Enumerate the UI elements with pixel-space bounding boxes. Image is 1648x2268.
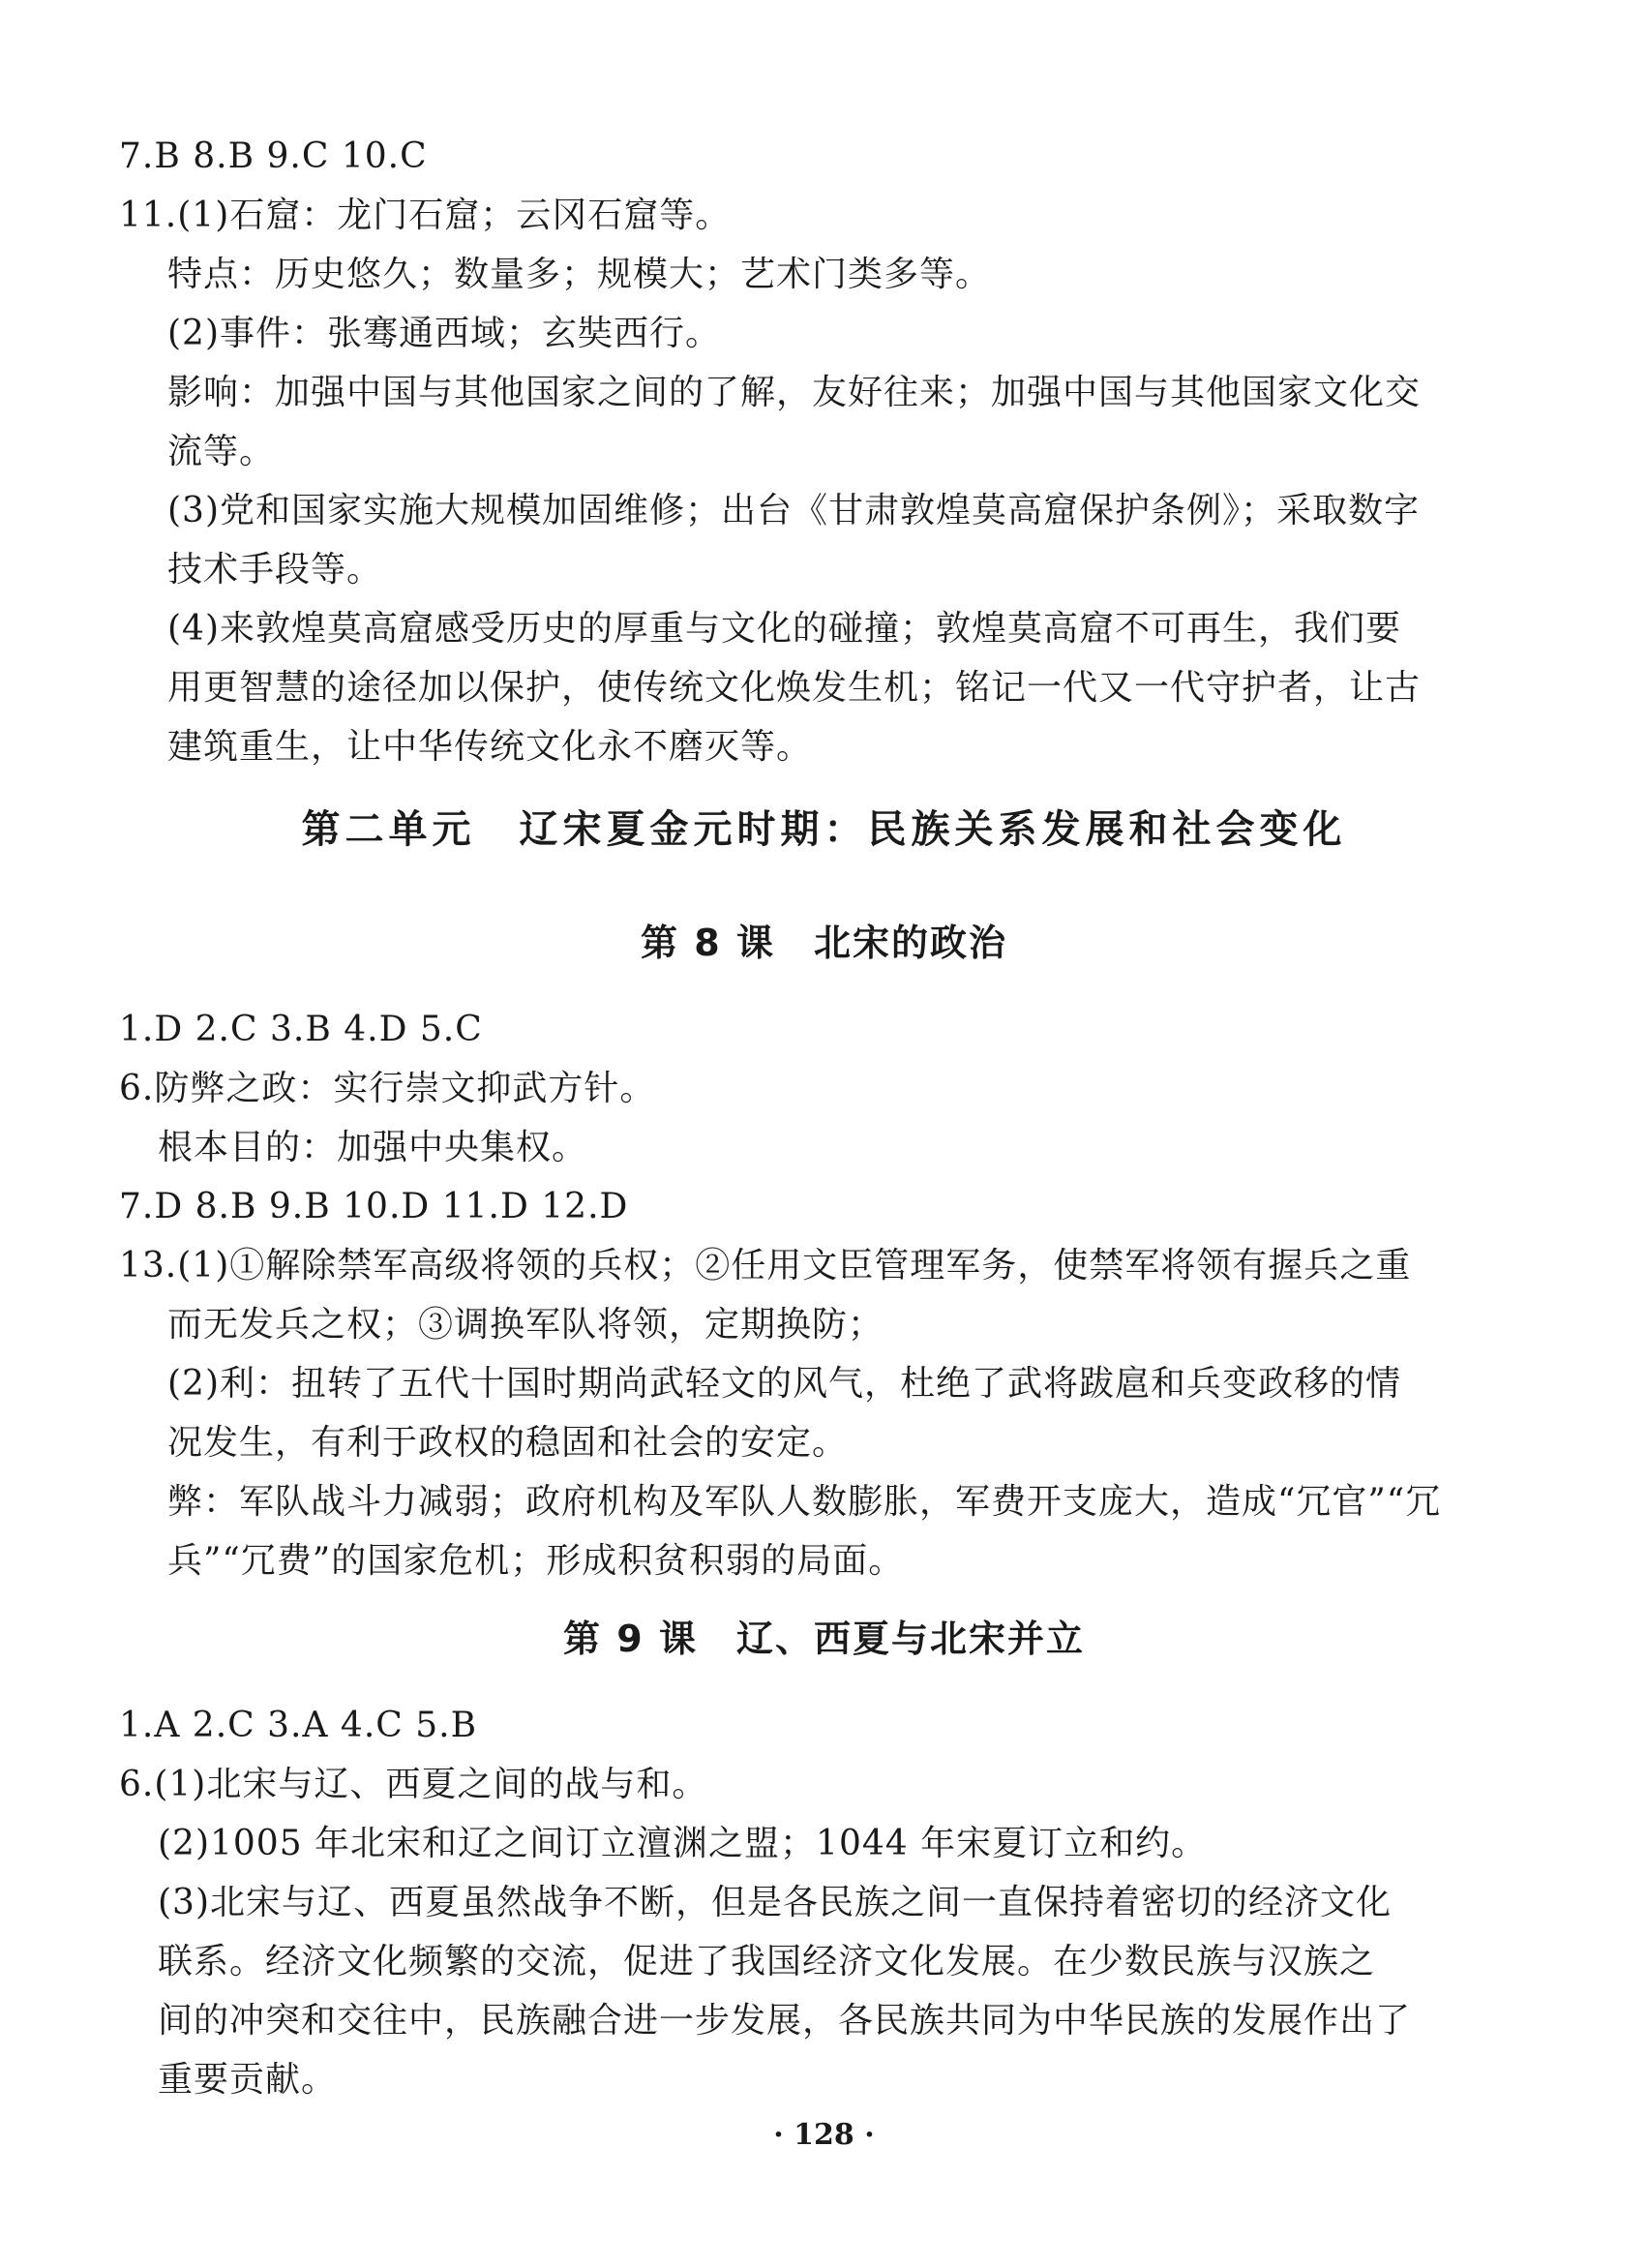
answer-line: 1.A 2.C 3.A 4.C 5.B <box>119 1706 478 1745</box>
lesson-title: 第 8 课 北宋的政治 <box>641 922 1007 964</box>
unit-title: 第二单元 辽宋夏金元时期：民族关系发展和社会变化 <box>301 807 1347 852</box>
answer-line: 6.(1)北宋与辽、西夏之间的战与和。 <box>119 1765 708 1804</box>
answer-line: 6.防弊之政：实行崇文抑武方针。 <box>119 1069 656 1108</box>
answer-line: 7.B 8.B 9.C 10.C <box>119 136 428 176</box>
page-number: · 128 · <box>773 2118 875 2152</box>
answer-line: 建筑重生，让中华传统文化永不磨灭等。 <box>167 727 813 767</box>
answer-line: 间的冲突和交往中，民族融合进一步发展，各民族共同为中华民族的发展作出了 <box>158 2001 1412 2041</box>
answer-line: 流等。 <box>167 432 276 471</box>
answer-line: 7.D 8.B 9.B 10.D 11.D 12.D <box>119 1187 629 1226</box>
lesson-title: 第 9 课 辽、西夏与北宋并立 <box>563 1618 1085 1660</box>
answer-line: 重要贡献。 <box>158 2060 338 2100</box>
answer-line: 兵”“冗费”的国家危机；形成积贫积弱的局面。 <box>167 1541 905 1581</box>
answer-line: 弊：军队战斗力减弱；政府机构及军队人数膨胀，军费开支庞大，造成“冗官”“冗 <box>167 1482 1442 1522</box>
answer-line: 11.(1)石窟：龙门石窟；云冈石窟等。 <box>119 196 732 235</box>
answer-line: 影响：加强中国与其他国家之间的了解，友好往来；加强中国与其他国家文化交 <box>167 373 1422 412</box>
answer-line: (4)来敦煌莫高窟感受历史的厚重与文化的碰撞；敦煌莫高窟不可再生，我们要 <box>167 609 1401 649</box>
answer-line: 用更智慧的途径加以保护，使传统文化焕发生机；铭记一代又一代守护者，让古 <box>167 668 1422 708</box>
answer-line: (2)事件：张骞通西域；玄奘西行。 <box>167 314 721 353</box>
answer-line: 技术手段等。 <box>167 550 383 590</box>
answer-line: 1.D 2.C 3.B 4.D 5.C <box>119 1010 483 1049</box>
answer-line: 联系。经济文化频繁的交流，促进了我国经济文化发展。在少数民族与汉族之 <box>158 1942 1376 1981</box>
answer-line: 况发生，有利于政权的稳固和社会的安定。 <box>167 1423 849 1463</box>
answer-line: 而无发兵之权；③调换军队将领，定期换防； <box>167 1305 884 1345</box>
answer-line: (3)党和国家实施大规模加固维修；出台《甘肃敦煌莫高窟保护条例》；采取数字 <box>167 491 1420 530</box>
answer-line: (2)1005 年北宋和辽之间订立澶渊之盟；1044 年宋夏订立和约。 <box>158 1824 1208 1863</box>
answer-line: 13.(1)①解除禁军高级将领的兵权；②任用文臣管理军务，使禁军将领有握兵之重 <box>119 1246 1412 1285</box>
answer-line: (2)利：扭转了五代十国时期尚武轻文的风气，杜绝了武将跋扈和兵变政移的情 <box>167 1364 1401 1404</box>
answer-line: 特点：历史悠久；数量多；规模大；艺术门类多等。 <box>167 255 992 294</box>
answer-line: (3)北宋与辽、西夏虽然战争不断，但是各民族之间一直保持着密切的经济文化 <box>158 1883 1392 1922</box>
answer-line: 根本目的：加强中央集权。 <box>158 1128 588 1167</box>
